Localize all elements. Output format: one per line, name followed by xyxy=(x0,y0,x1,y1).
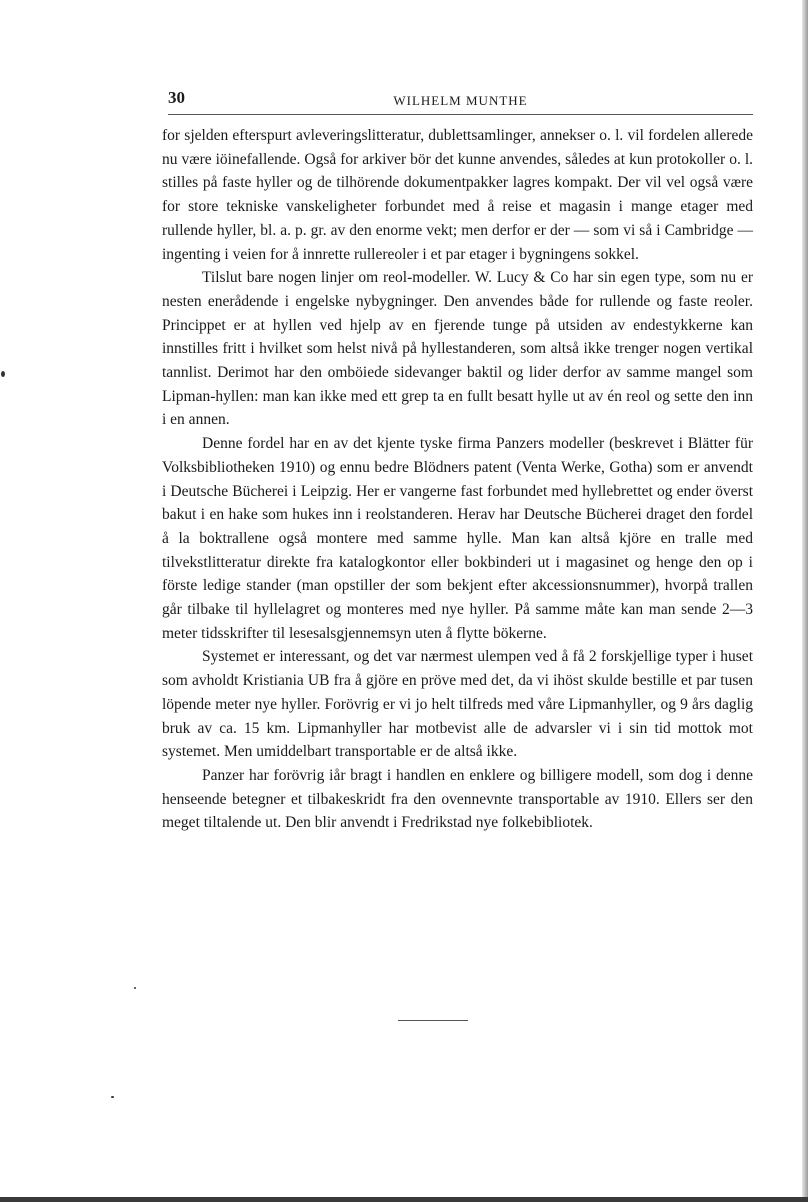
running-head: WILHELM MUNTHE xyxy=(393,93,528,108)
margin-speck xyxy=(111,1096,114,1098)
paragraph-1: for sjelden efterspurt avleveringslitteratur, dublettsamlinger, annekser o. l. vil fordelen allerede nu være iöinefallende. Også for arkiver bör det kunne anvendes, således at kun protokoller o. l. stilles på faste hyller og de tilhörende dokumentpakker lagres kompakt. Der vil vel også være for store tekniske vanskeligheter forbundet med å reise et magasin i mange etager med rullende hyller, bl. a. p. gr. av den enorme vekt; men derfor er der — som vi så i Cambridge — ingenting i veien for å innrette rullereoler i et par etager i bygningens sokkel. xyxy=(162,127,753,263)
paragraph-2: Tilslut bare nogen linjer om reol-modeller. W. Lucy & Co har sin egen type, som nu er nesten enerådende i engelske nybygninger. Den anvendes både for rullende og faste reoler. Princippet er at hyllen ved hjelp av en fjerende tunge på utsiden av endestykkerne kan innstilles fritt i hvilket som helst nivå på hyllestanderen, som altså ikke trenger nogen vertikal tannlist. Derimot har den omböiede sidevanger baktil og lider derfor av samme mangel som Lipman-hyllen: man kan ikke med ett grep ta en fullt besatt hylle ut av én reol og sette den inn i en annen. xyxy=(162,269,753,429)
paragraph-5: Panzer har forövrig iår bragt i handlen en enklere og billigere modell, som dog i denne henseende betegner et tilbakeskridt fra den ovennevnte transportable av 1910. Ellers ser den meget tiltalende ut. Den blir anvendt i Fredrikstad nye folkebibliotek. xyxy=(162,766,753,832)
margin-speck xyxy=(1,371,5,377)
page-number: 30 xyxy=(168,88,185,107)
page-edge-shadow xyxy=(802,0,808,1202)
paragraph-3: Denne fordel har en av det kjente tyske firma Panzers modeller (beskrevet i Blätter für Volksbibliotheken 1910) og ennu bedre Blödners patent (Venta Werke, Gotha) som er anvendt i Deutsche Bücherei i Leipzig. Her er vangerne fast forbundet med hyllebrettet og ender överst bakut i en hake som hukes inn i reolstanderen. Herav har Deutsche Bücherei draget den fordel å la boktrallene også montere med samme hylle. Man kan altså kjöre en tralle med tilvekstlitteratur direkte fra katalogkontor eller bokbinderi ut i magasinet og henge den op i förste ledige stander (man opstiller der som bekjent efter akcessionsnummer), hvorpå trallen går tilbake til hyllelagret og monteres med nye hyller. På samme måte kan man sende 2—3 meter tidsskrifter til lesesalsgjennemsyn uten å flytte bökerne. xyxy=(162,435,753,642)
body-text xyxy=(162,124,753,835)
page-bottom-edge xyxy=(0,1197,808,1202)
page-header xyxy=(168,88,753,115)
margin-speck xyxy=(134,987,136,989)
section-end-rule xyxy=(398,1020,468,1021)
paragraph-4: Systemet er interessant, og det var nærmest ulempen ved å få 2 forskjellige typer i huset som avholdt Kristiania UB fra å gjöre en pröve med det, da vi ihöst skulde bestille et par tusen löpende meter nye hyller. Forövrig er vi jo helt tilfreds med våre Lipmanhyller, og 9 års daglig bruk av ca. 15 km. Lipmanhyller har motbevist alle de advarsler vi i sin tid mottok mot systemet. Men umiddelbart transportable er de altså ikke. xyxy=(162,648,753,761)
